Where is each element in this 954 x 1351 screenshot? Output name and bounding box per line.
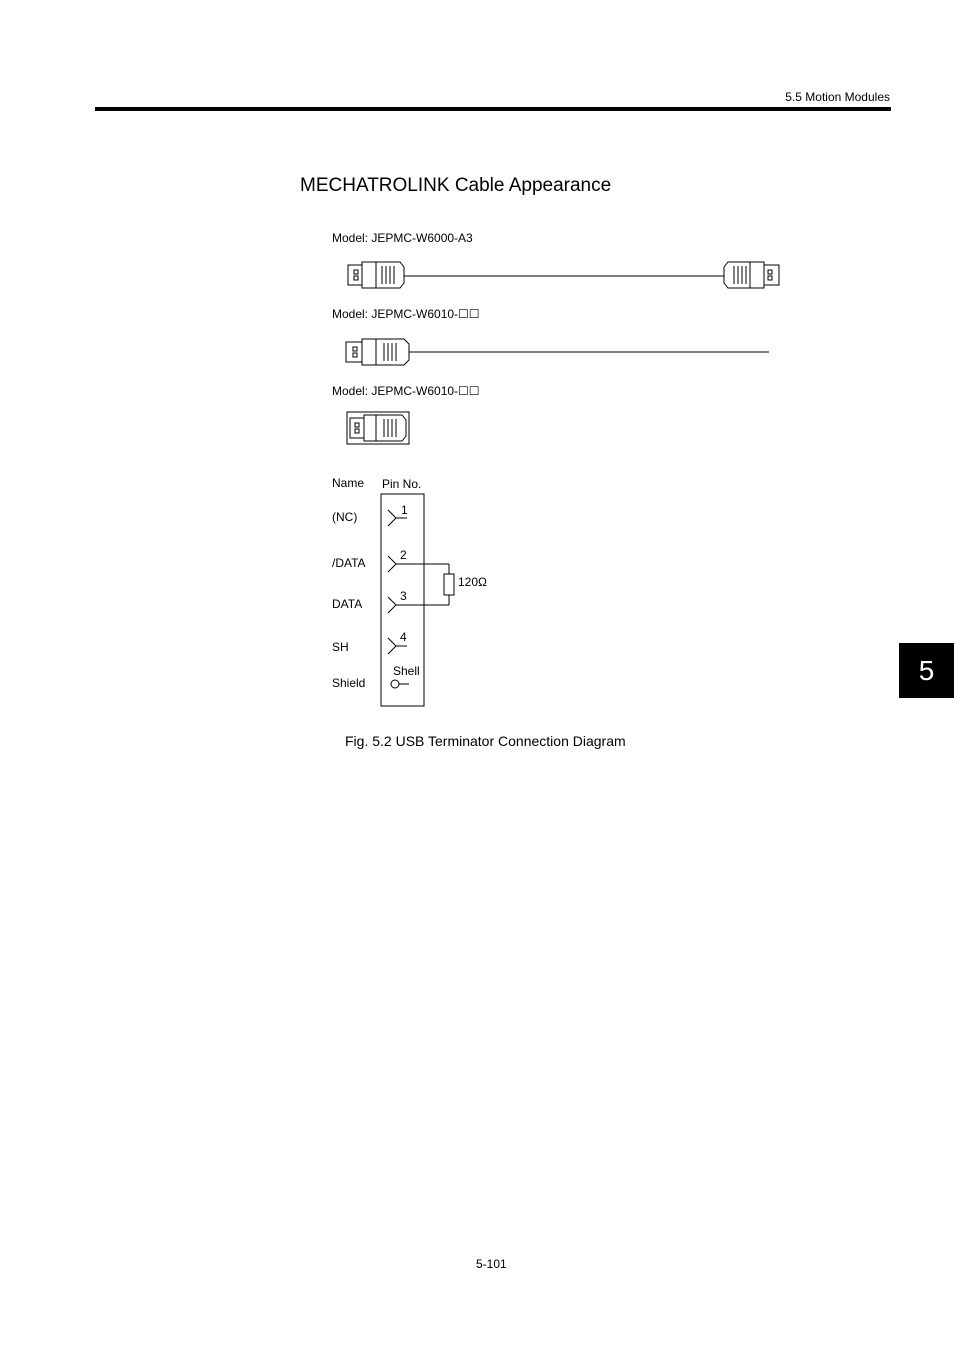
signal-name-sh: SH [332,640,349,654]
section-title: MECHATROLINK Cable Appearance [300,175,612,196]
model-label-w6000: Model: JEPMC-W6000-A3 [332,231,473,245]
resistor-icon [444,564,454,605]
connector-right-icon [724,262,779,288]
model-label-w6010-terminator: Model: JEPMC-W6010-☐☐ [332,384,480,398]
pin-number-4: 4 [400,630,407,644]
page-number: 5-101 [476,1257,507,1271]
signal-name-data-inverted: /DATA [332,556,366,570]
name-column-header: Name [332,476,365,490]
signal-name-shield: Shield [332,676,366,690]
chapter-tab: 5 [899,643,954,698]
model-label-w6010-cable: Model: JEPMC-W6010-☐☐ [332,307,480,321]
pin-number-shell: Shell [393,664,420,678]
pin-column-header: Pin No. [382,477,422,491]
running-header: 5.5 Motion Modules [785,90,890,104]
pin-number-2: 2 [400,548,407,562]
pin-3-contact-icon [388,597,449,613]
connector-cable2-icon [346,339,409,365]
pin-2-contact-icon [388,556,449,572]
pin-number-3: 3 [400,589,407,603]
terminator-icon [347,412,409,444]
signal-name-nc: (NC) [332,510,358,524]
figure-caption: Fig. 5.2 USB Terminator Connection Diagram [345,733,626,749]
signal-name-data: DATA [332,597,363,611]
connector-left-icon [348,262,404,288]
shield-contact-icon [391,680,409,688]
resistor-value: 120Ω [458,575,487,589]
pin-number-1: 1 [401,503,408,517]
